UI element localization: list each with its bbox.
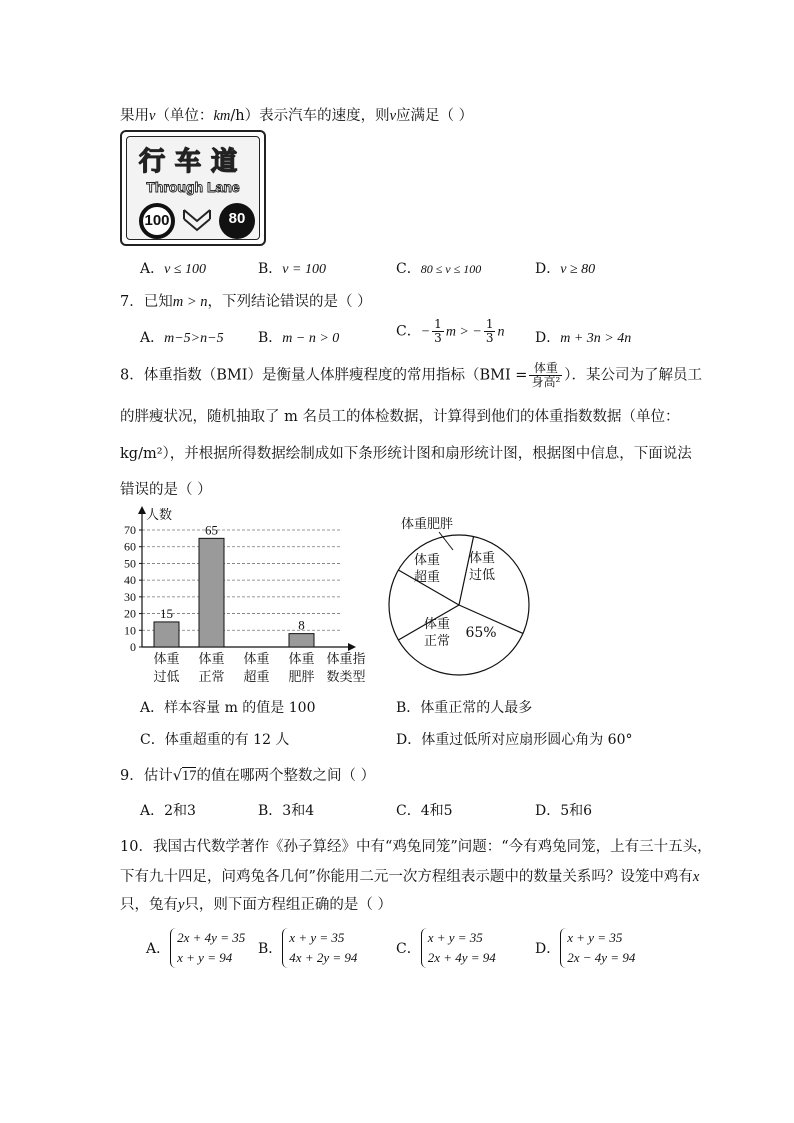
y-tick-label: 60 (124, 539, 136, 554)
speed-100-sign: 100 (139, 203, 175, 239)
option-text: 4和5 (420, 803, 453, 819)
option-label: D． (535, 330, 561, 346)
equation-1: x + y = 35 (427, 930, 483, 945)
q10-line-1: 10．我国古代数学著作《孙子算经》中有“鸡兔同笼”问题：“今有鸡兔同笼，上有三十五头， (120, 839, 712, 855)
pie-label-overweight: 体重 (413, 553, 441, 568)
q9-stem (120, 764, 375, 785)
q8-line-1 (120, 362, 702, 389)
option-label: D． (396, 732, 422, 748)
q7-option-a[interactable] (140, 327, 224, 347)
option-text: 体重正常的人最多 (420, 700, 533, 716)
q8-line-2: 的胖瘦状况，随机抽取了 m 名员工的体检数据，计算得到他们的体重指数数据（单位： (120, 409, 680, 425)
bmi-bar-chart (112, 502, 382, 688)
q10-option-c[interactable] (396, 928, 496, 968)
equation-1: 2x + 4y = 35 (177, 930, 246, 945)
option-label: C． (396, 941, 421, 957)
q8-option-b[interactable] (396, 697, 532, 717)
option-expr: v ≤ 100 (164, 262, 207, 277)
option-label: A． (140, 700, 165, 716)
q10-line3-a: 只，兔有 (120, 897, 178, 913)
option-label: B． (258, 330, 283, 346)
option-expr: m + 3n > 4n (560, 331, 632, 346)
option-label: D． (535, 261, 561, 277)
option-text: 5和6 (560, 803, 593, 819)
q10-line3-b: 只，则下面方程组正确的是（ ） (184, 897, 393, 913)
option-label: A． (140, 330, 165, 346)
q7-option-b[interactable] (258, 327, 339, 347)
y-tick-label: 40 (124, 573, 136, 588)
q9-radicand: 17 (181, 768, 197, 784)
equation-1: x + y = 35 (289, 930, 345, 945)
q10-line-3 (120, 893, 392, 914)
q6-option-a[interactable] (140, 258, 206, 278)
q8-option-c[interactable] (140, 729, 289, 749)
sqrt-symbol: √ (172, 768, 182, 784)
y-tick-label: 50 (124, 556, 136, 571)
option-expr-post: n (497, 324, 505, 340)
option-text: 3和4 (282, 803, 315, 819)
q10-var-x: x (692, 869, 700, 885)
bmi-fraction (529, 362, 562, 389)
q10-option-b[interactable] (258, 928, 357, 968)
y-tick-label: 30 (124, 589, 136, 604)
pie-label-normal: 正常 (423, 634, 451, 649)
q7-stem (120, 290, 372, 311)
fraction-one-third (432, 318, 444, 345)
x-category-label: 超重 (243, 670, 270, 685)
q7-stem-a: 7．已知 (120, 294, 173, 310)
pie-label-underweight: 体重 (468, 551, 496, 566)
q10-option-a[interactable] (146, 928, 245, 968)
q10-line2-a: 下有九十四足，问鸡兔各几何”你能用二元一次方程组表示题中的数量关系吗？设笼中鸡有 (120, 869, 693, 885)
option-label: A． (140, 261, 165, 277)
x-category-label: 体重 (288, 652, 315, 667)
q9-option-c[interactable] (396, 800, 453, 820)
x-category-label: 体重 (243, 652, 270, 667)
option-expr: v ≥ 80 (560, 262, 596, 277)
option-label: B． (258, 803, 283, 819)
x-category-label: 正常 (198, 670, 225, 685)
y-tick-label: 20 (124, 606, 136, 621)
x-category-label: 体重 (198, 652, 225, 667)
fraction-one-third-2 (484, 318, 496, 345)
equation-system (170, 928, 245, 968)
pie-label-normal: 体重 (423, 617, 451, 632)
q10-option-d[interactable] (535, 928, 635, 968)
y-tick-label: 10 (124, 623, 136, 638)
road-sign (120, 130, 266, 246)
y-tick-label: 70 (124, 523, 136, 537)
option-expr: 80 ≤ v ≤ 100 (420, 262, 482, 276)
x-axis-arrow (348, 643, 356, 651)
y-axis-label: 人数 (146, 508, 173, 523)
equation-2: 4x + 2y = 94 (289, 950, 358, 965)
q6-stem-b: （单位： (155, 108, 214, 124)
q6-var-v: v (149, 108, 156, 124)
equation-1: x + y = 35 (567, 930, 623, 945)
option-label: B． (396, 700, 421, 716)
q8-line1-a: 8．体重指数（BMI）是衡量人体胖瘦程度的常用指标（BMI = (120, 367, 528, 384)
pie-label-obese: 体重肥胖 (400, 517, 454, 532)
frac-den: 身高² (531, 375, 561, 389)
q8-option-d[interactable] (396, 729, 633, 749)
q6-stem (120, 104, 473, 125)
option-label: D． (535, 941, 561, 957)
double-chevron-down-icon (181, 207, 213, 235)
equation-2: 2x − 4y = 94 (567, 950, 636, 965)
q7-condition: m > n (172, 294, 208, 310)
option-label: A． (140, 803, 165, 819)
sign-title: 行车道 (138, 147, 247, 177)
speed-80-sign: 80 (219, 203, 255, 239)
x-axis-label: 数类型 (326, 670, 366, 685)
x-category-label: 体重 (153, 652, 180, 667)
q8-line-4: 错误的是（ ） (120, 482, 212, 498)
q9-option-b[interactable] (258, 800, 314, 820)
q6-stem-a: 果用 (120, 108, 149, 124)
bar (289, 634, 314, 647)
equation-2: 2x + 4y = 94 (427, 950, 496, 965)
q9-option-d[interactable] (535, 800, 592, 820)
q8-line1-b: ）．某公司为了解员工 (564, 367, 703, 384)
option-expr-pre: − (420, 324, 431, 340)
bar-data-label: 15 (160, 605, 173, 621)
bar-data-label: 8 (298, 617, 305, 633)
pie-value-label-normal: 65% (465, 625, 497, 641)
q6-unit-rest: /h）表示汽车的速度，则 (230, 108, 390, 124)
option-expr: m − n > 0 (282, 331, 340, 346)
q6-option-c[interactable] (396, 258, 481, 278)
q6-stem-c: 应满足（ ） (396, 108, 474, 124)
q9-stem-a: 9．估计 (120, 768, 173, 784)
equation-2: x + y = 94 (177, 950, 233, 965)
q6-option-b[interactable] (258, 258, 326, 278)
option-label: C． (140, 732, 165, 748)
pie-label-underweight: 过低 (468, 568, 496, 583)
equation-system (560, 928, 635, 968)
option-text: 样本容量 m 的值是 100 (164, 700, 316, 716)
option-text: 体重过低所对应扇形圆心角为 60° (421, 732, 633, 748)
x-category-label: 过低 (153, 670, 180, 685)
bar (154, 622, 179, 647)
x-category-label: 肥胖 (288, 670, 315, 685)
equation-system (282, 928, 357, 968)
option-label: C． (396, 261, 421, 277)
y-axis-arrow (138, 506, 146, 514)
option-label: A． (146, 941, 171, 957)
option-label: C． (396, 803, 421, 819)
q7-option-d[interactable] (535, 327, 631, 347)
option-text: 2和3 (164, 803, 196, 819)
sign-subtitle: Through Lane (146, 179, 240, 195)
frac-num: 1 (485, 317, 494, 331)
equation-system (421, 928, 496, 968)
option-expr: m−5>n−5 (164, 331, 224, 346)
option-expr: v = 100 (282, 262, 326, 277)
frac-den: 3 (434, 331, 442, 345)
option-text: 体重超重的有 12 人 (164, 732, 290, 748)
frac-den: 3 (485, 331, 494, 345)
q10-line-2 (120, 865, 699, 886)
bar-data-label: 65 (205, 522, 218, 538)
q9-option-a[interactable] (140, 800, 196, 820)
option-label: D． (535, 803, 561, 819)
bar (199, 538, 224, 647)
q8-line-3: kg/m²），并根据所得数据绘制成如下条形统计图和扇形统计图，根据图中信息，下面说法 (120, 446, 692, 462)
q7-stem-b: ，下列结论错误的是（ ） (207, 294, 372, 310)
frac-num: 1 (434, 317, 442, 331)
x-axis-label: 体重指 (326, 652, 366, 667)
q6-var-v2: v (389, 108, 397, 124)
pie-label-overweight: 超重 (413, 570, 441, 585)
option-label: B． (258, 261, 283, 277)
option-label: C． (396, 323, 421, 340)
q6-unit-km: km (213, 108, 231, 124)
y-tick-label: 0 (130, 640, 136, 654)
q8-option-a[interactable] (140, 697, 315, 717)
q10-var-y: y (178, 897, 185, 913)
bmi-pie-chart (382, 510, 542, 680)
q6-option-d[interactable] (535, 258, 595, 278)
option-label: B． (258, 941, 283, 957)
q7-option-c[interactable] (396, 318, 504, 345)
q9-stem-b: 的值在哪两个整数之间（ ） (196, 768, 376, 784)
frac-num: 体重 (529, 362, 562, 376)
option-expr-mid: m > − (445, 324, 482, 340)
